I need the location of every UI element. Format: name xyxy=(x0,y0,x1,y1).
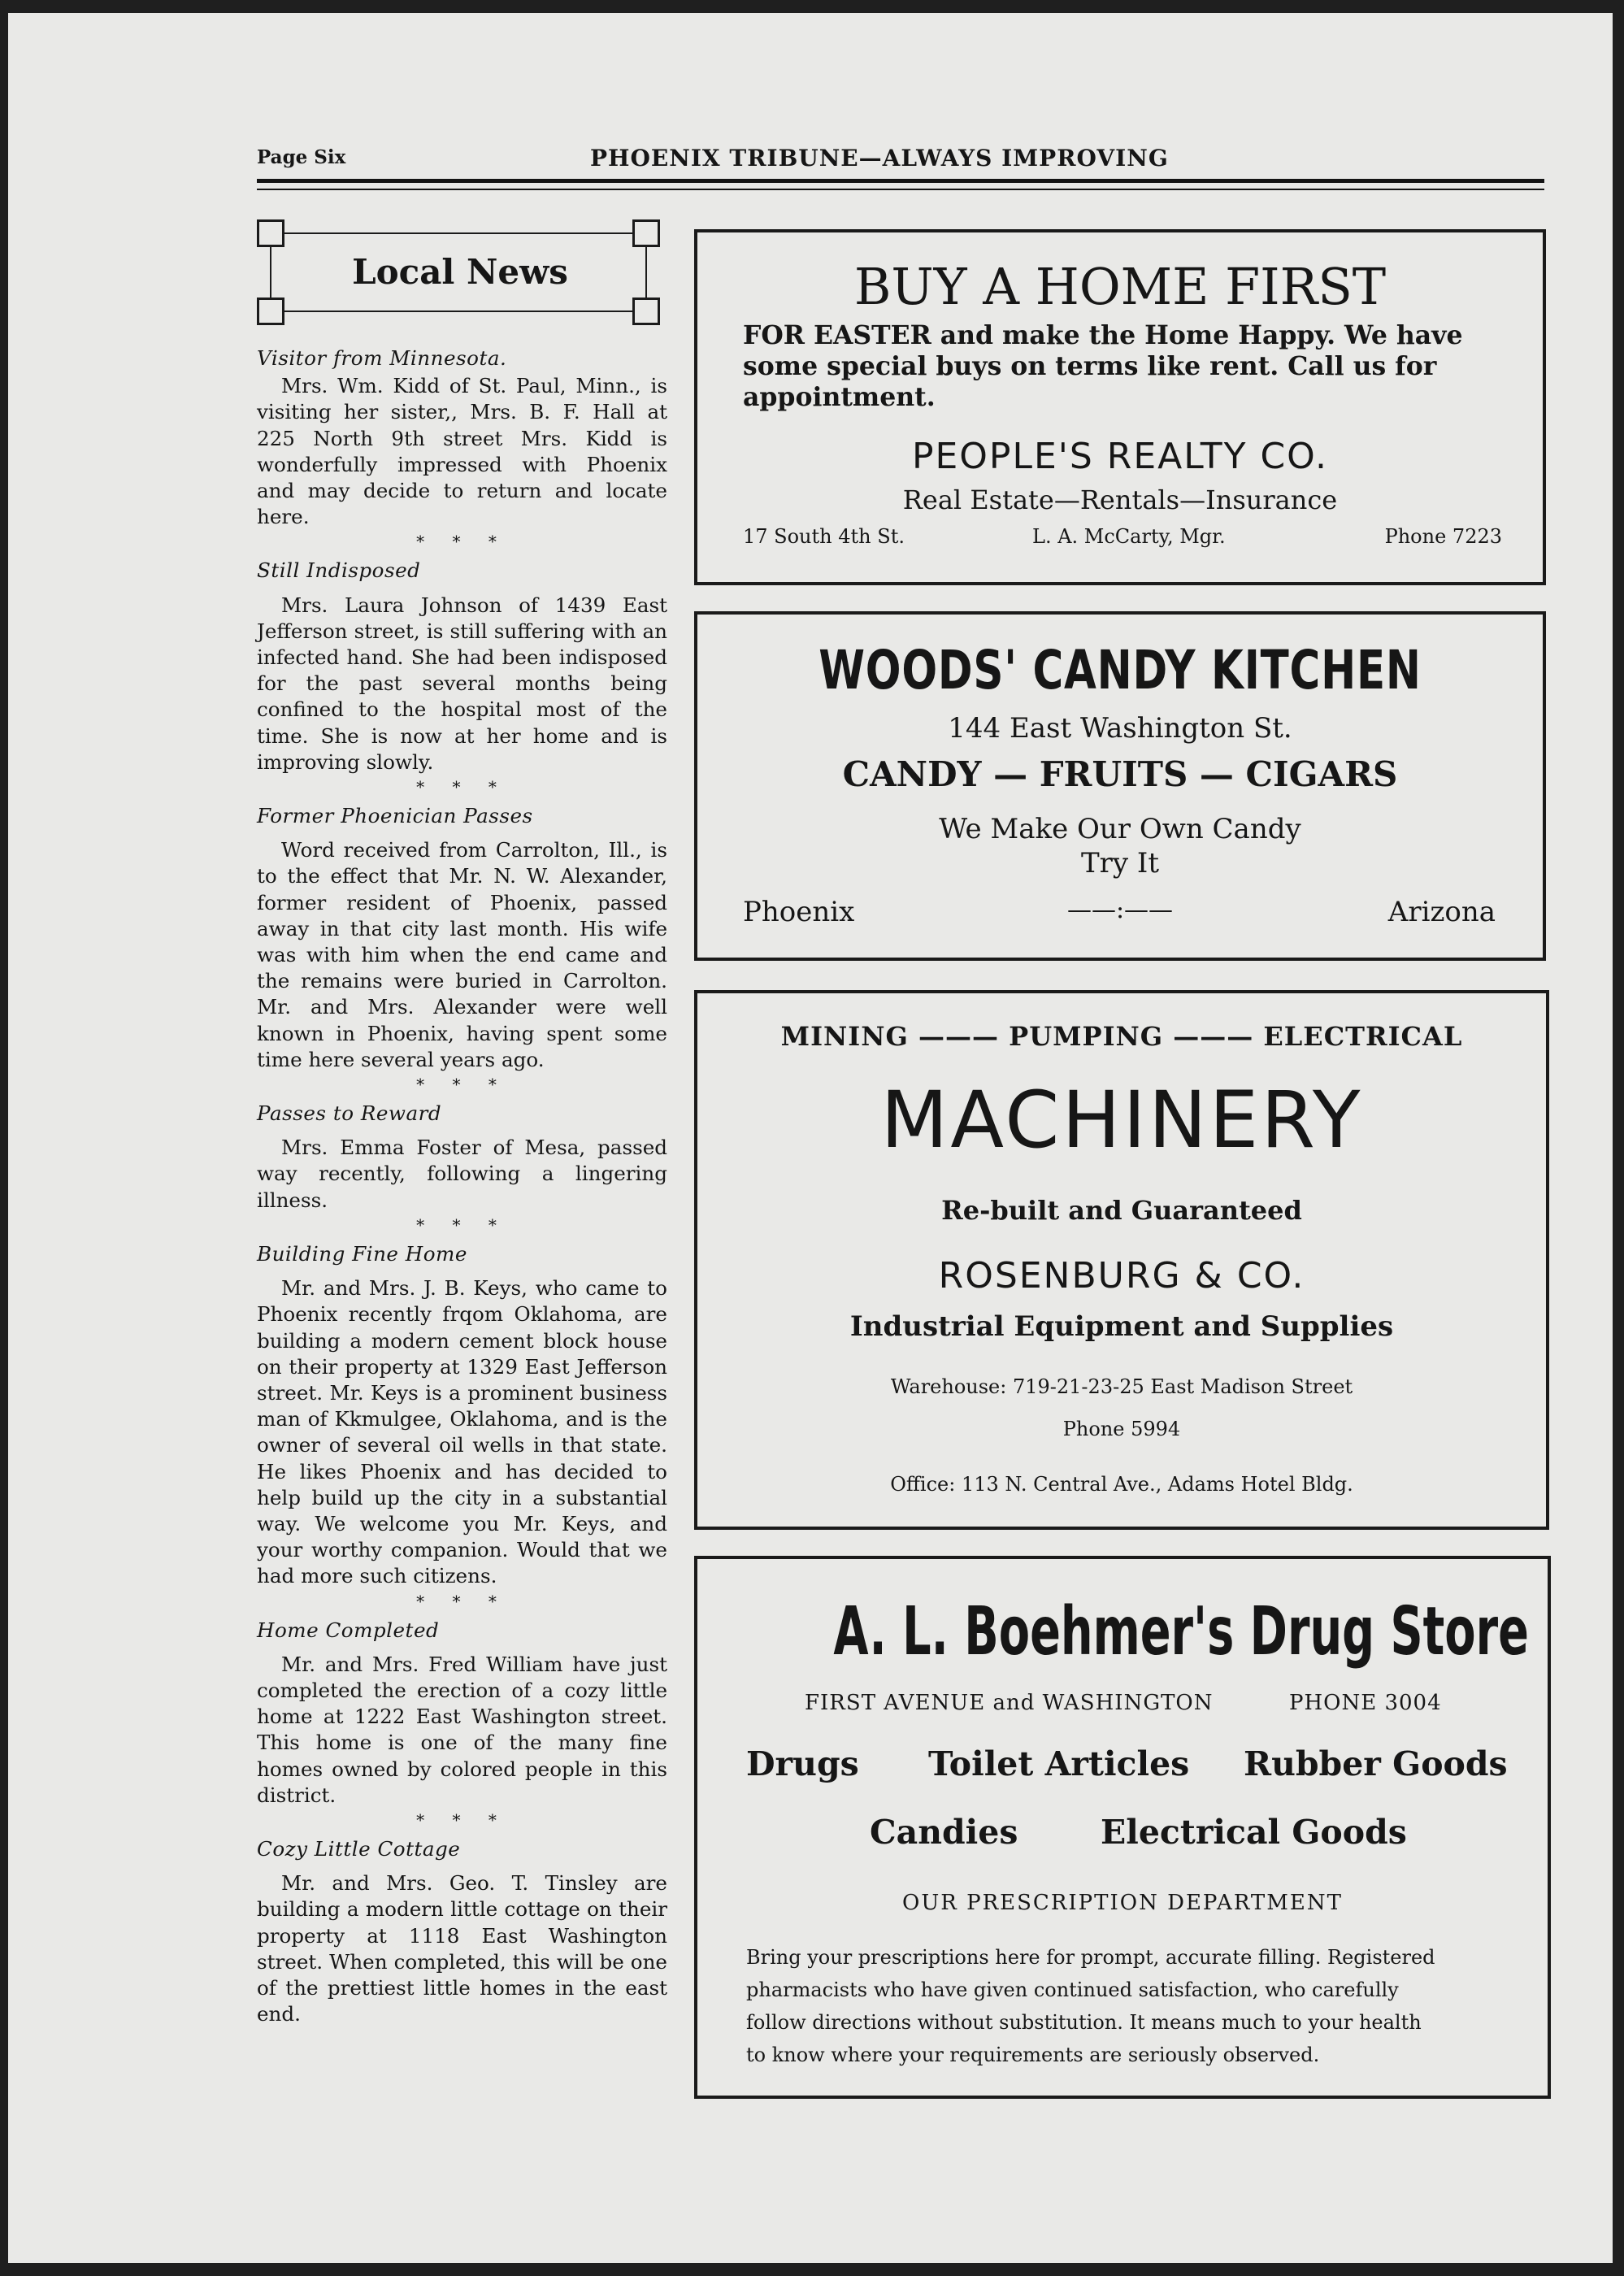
page-header xyxy=(249,146,1549,179)
ad-text: and make the Home Happy. We have xyxy=(931,320,1463,350)
ad-body-line: appointment. xyxy=(743,382,936,412)
article-body: Word received from Carrolton, Ill., is to the effect that Mr. N. W. Alexander, former resident of Phoenix, passed away in that city last month. His wife was with him when the end came and the remains were buried in Carrolton. Mr. and Mrs. Alexander were well known in Phoenix, having spent some time here several years ago. xyxy=(257,838,667,1071)
ad-company: ROSENBURG & CO. xyxy=(938,1255,1305,1297)
corner-square xyxy=(632,219,660,247)
ad-item: Drugs xyxy=(746,1744,859,1783)
header-rule-thick xyxy=(257,179,1544,183)
article-body: Mrs. Emma Foster of Mesa, passed way recently, following a lingering illness. xyxy=(257,1136,667,1212)
ad-office: Office: 113 N. Central Ave., Adams Hotel Bldg. xyxy=(890,1473,1353,1496)
corner-square xyxy=(257,219,284,247)
article-title: Still Indisposed xyxy=(257,558,421,583)
ad-services: Real Estate—Rentals—Insurance xyxy=(902,484,1338,515)
article-separator: * * * xyxy=(416,1809,508,1830)
article-separator: * * * xyxy=(416,1591,508,1611)
page-number: Page Six xyxy=(257,146,346,168)
ad-headline: MACHINERY xyxy=(880,1075,1363,1166)
ad-divider: ——:—— xyxy=(1066,896,1174,924)
article-body: Mrs. Laura Johnson of 1439 East Jefferson street, is still suffering with an infected hand. She had been indisposed for the past several months being confined to the hospital most of the time. She is now at her home and is improving slowly. xyxy=(257,593,667,774)
ad-headline: A. L. Boehmer's Drug Store xyxy=(833,1593,1529,1670)
article-separator: * * * xyxy=(416,1214,508,1235)
article-title: Visitor from Minnesota. xyxy=(257,346,507,370)
box-line xyxy=(284,232,632,234)
corner-square xyxy=(257,298,284,325)
newspaper-title: PHOENIX TRIBUNE—ALWAYS IMPROVING xyxy=(590,145,1169,172)
ad-woods-candy xyxy=(694,611,1546,961)
ad-phone: Phone 7223 xyxy=(1384,525,1502,548)
ad-tagline: Industrial Equipment and Supplies xyxy=(849,1310,1394,1343)
ad-rosenburg-machinery xyxy=(694,990,1549,1530)
ad-item: Rubber Goods xyxy=(1244,1744,1508,1783)
ad-state: Arizona xyxy=(1387,896,1496,928)
article-title: Building Fine Home xyxy=(257,1241,467,1266)
ad-address: 144 East Washington St. xyxy=(948,712,1292,745)
article-separator: * * * xyxy=(416,532,508,552)
ad-boehmers-drug xyxy=(694,1556,1551,2099)
ad-manager: L. A. McCarty, Mgr. xyxy=(1032,525,1226,548)
article-body: Mr. and Mrs. Fred William have just completed the erection of a cozy little home at 1222 East Washington street. This home is one of the many fine homes owned by colored people in this district. xyxy=(257,1652,667,1807)
ad-subheadline: Re-built and Guaranteed xyxy=(941,1195,1302,1226)
ad-item: Electrical Goods xyxy=(1101,1813,1407,1852)
ad-emphasis: FOR EASTER xyxy=(743,320,931,350)
ad-city: Phoenix xyxy=(743,896,855,928)
ad-body-line: follow directions without substitution. It means much to your health xyxy=(746,2011,1422,2034)
ad-phone: Phone 5994 xyxy=(1062,1418,1181,1440)
ad-address: FIRST AVENUE and WASHINGTON xyxy=(805,1691,1214,1715)
article-title: Passes to Reward xyxy=(257,1101,442,1126)
ad-peoples-realty xyxy=(694,229,1546,585)
article-body: Mr. and Mrs. J. B. Keys, who came to Phoenix recently frqom Oklahoma, are building a modern cement block house on their property at 1329 East Jefferson street. Mr. Keys is a prominent business man of Kkmulgee, Oklahoma, and is the owner of several oil wells in that state. He likes Phoenix and has decided to help build up the city in a substantial way. We welcome you Mr. Keys, and your worthy companion. Would that we had more such citizens. xyxy=(257,1276,667,1588)
ad-warehouse: Warehouse: 719-21-23-25 East Madison Street xyxy=(890,1375,1353,1398)
article-separator: * * * xyxy=(416,777,508,797)
ad-products: CANDY — FRUITS — CIGARS xyxy=(842,754,1398,794)
ad-slogan: Try It xyxy=(1080,847,1160,880)
local-news-heading-box xyxy=(257,219,663,325)
local-news-title: Local News xyxy=(352,252,568,292)
ad-body-line: to know where your requirements are seriously observed. xyxy=(746,2044,1320,2066)
article-title: Cozy Little Cottage xyxy=(257,1836,461,1861)
local-news-column xyxy=(257,345,667,2027)
article-title: Former Phoenician Passes xyxy=(257,804,533,828)
corner-square xyxy=(632,298,660,325)
article-body: Mr. and Mrs. Geo. T. Tinsley are building a modern little cottage on their property at 1118 East Washington street. When completed, this will be one of the prettiest little homes in the east end. xyxy=(257,1871,667,2026)
ad-body-line xyxy=(743,320,1463,351)
ad-top-line: MINING ——— PUMPING ——— ELECTRICAL xyxy=(780,1021,1463,1052)
ad-body-line: Bring your prescriptions here for prompt, accurate filling. Registered xyxy=(746,1946,1435,1969)
ad-address: 17 South 4th St. xyxy=(743,525,905,548)
article-separator: * * * xyxy=(416,1075,508,1095)
box-line xyxy=(284,311,632,312)
ad-phone: PHONE 3004 xyxy=(1289,1691,1442,1715)
ad-body-line: pharmacists who have given continued satisfaction, who carefully xyxy=(746,1978,1399,2001)
article-body: Mrs. Wm. Kidd of St. Paul, Minn., is visiting her sister,, Mrs. B. F. Hall at 225 North 9th street Mrs. Kidd is wonderfully impressed with Phoenix and may decide to return and locate here. xyxy=(257,374,667,529)
ad-slogan: We Make Our Own Candy xyxy=(939,813,1301,845)
ad-headline: WOODS' CANDY KITCHEN xyxy=(819,639,1422,701)
article-title: Home Completed xyxy=(257,1618,440,1642)
header-rule-thin xyxy=(257,189,1544,190)
ad-headline: BUY A HOME FIRST xyxy=(853,257,1387,316)
ad-item: Candies xyxy=(870,1813,1018,1852)
ad-company: PEOPLE'S REALTY CO. xyxy=(911,436,1329,477)
ad-item: Toilet Articles xyxy=(928,1744,1190,1783)
ad-department: OUR PRESCRIPTION DEPARTMENT xyxy=(902,1891,1343,1915)
ad-body-line: some special buys on terms like rent. Call us for xyxy=(743,351,1437,381)
